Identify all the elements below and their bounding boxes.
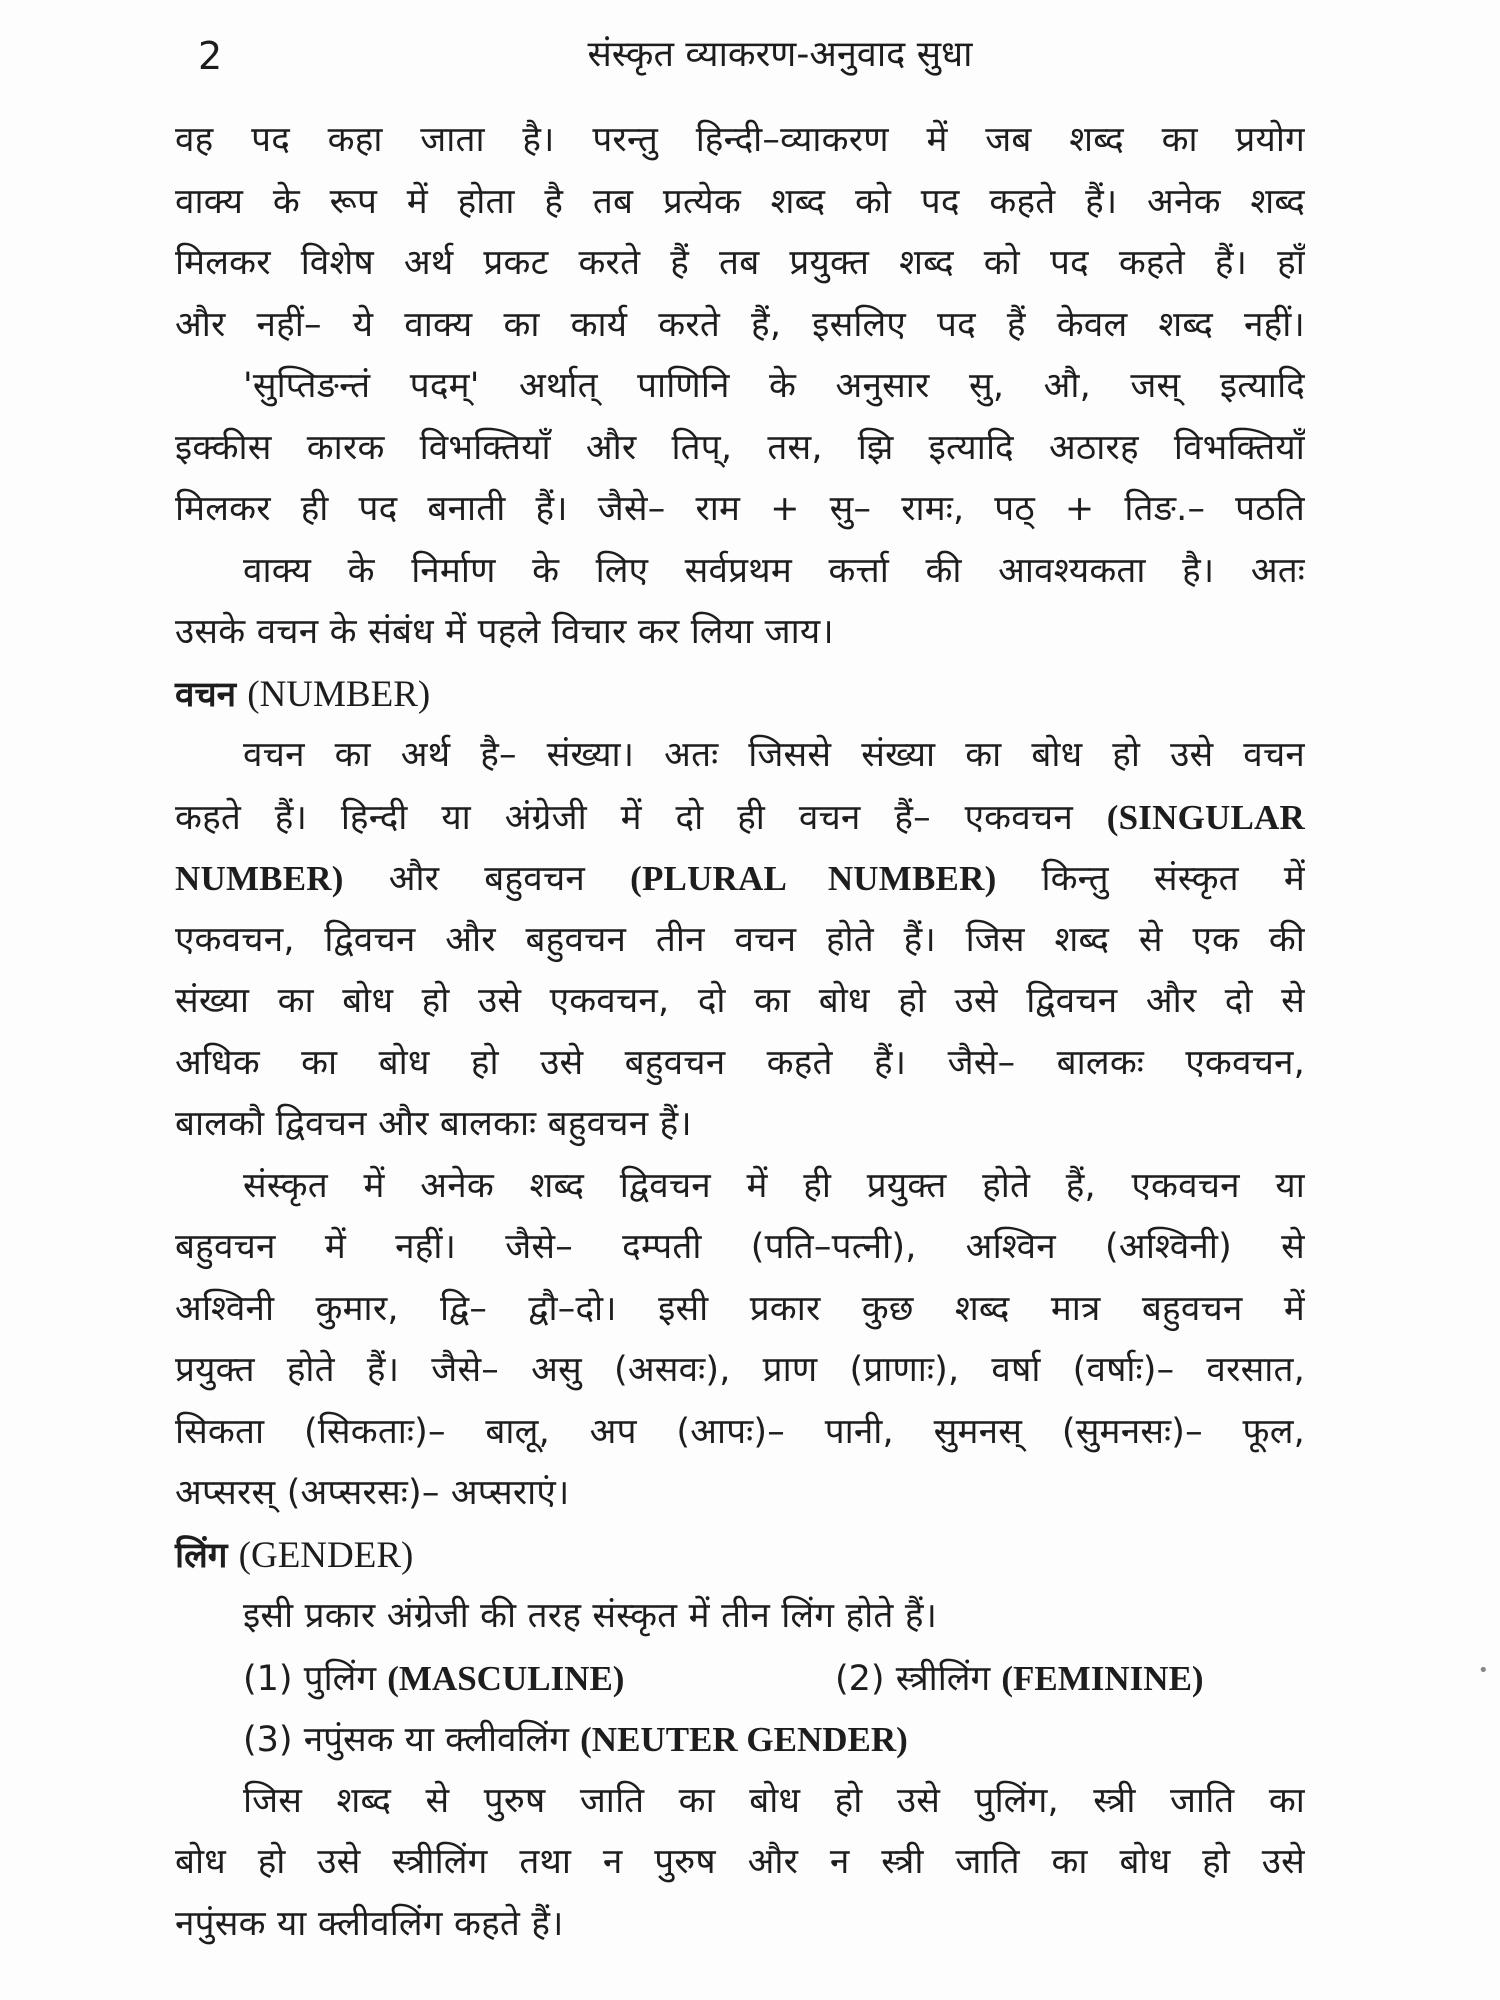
page-number: 2 — [198, 34, 223, 78]
text-line: मिलकर विशेष अर्थ प्रकट करते हैं तब प्रयुक्त शब्द को पद कहते हैं। हाँ — [175, 243, 1305, 283]
text-line: एकवचन, द्विवचन और बहुवचन तीन वचन होते हैं। जिस शब्द से एक की — [175, 919, 1305, 960]
text-span: (2) स्त्रीलिंग — [835, 1658, 991, 1699]
text-line: उसके वचन के संबंध में पहले विचार कर लिया जाय। — [175, 612, 834, 652]
heading-hindi: लिंग — [175, 1535, 228, 1576]
gender-list-row — [175, 1709, 1305, 1771]
page-content — [175, 110, 1305, 1955]
text-line: वाक्य के निर्माण के लिए सर्वप्रथम कर्त्ता की आवश्यकता है। अतः — [243, 550, 1305, 591]
text-line: संख्या का बोध हो उसे एकवचन, दो का बोध हो उसे द्विवचन और दो से — [175, 981, 1305, 1021]
text-line: मिलकर ही पद बनाती हैं। जैसे– राम + सु– रामः, पठ् + तिङ.– पठति — [175, 489, 1305, 529]
text-line: संस्कृत में अनेक शब्द द्विवचन में ही प्रयुक्त होते हैं, एकवचन या — [243, 1165, 1305, 1206]
text-line — [175, 787, 1305, 849]
text-span: (1) पुलिंग — [243, 1658, 377, 1699]
english-term: (FEMININE) — [1001, 1658, 1204, 1698]
text-span: (3) नपुंसक या क्लीवलिंग — [243, 1720, 569, 1760]
text-line: वचन का अर्थ है– संख्या। अतः जिससे संख्या का बोध हो उसे वचन — [243, 735, 1305, 775]
heading-english: (GENDER) — [238, 1534, 414, 1576]
heading-hindi: वचन — [175, 674, 237, 715]
text-line: अधिक का बोध हो उसे बहुवचन कहते हैं। जैसे– बालकः एकवचन, — [175, 1042, 1305, 1083]
text-line: अश्विनी कुमार, द्वि– द्वौ–दो। इसी प्रकार कुछ शब्द मात्र बहुवचन में — [175, 1288, 1305, 1329]
text-span: किन्तु संस्कृत में — [1041, 859, 1305, 899]
print-speck: • — [1478, 1660, 1489, 1681]
gender-item-feminine — [835, 1648, 1204, 1711]
text-line: और नहीं– ये वाक्य का कार्य करते हैं, इसलिए पद हैं केवल शब्द नहीं। — [175, 304, 1305, 345]
text-line: बहुवचन में नहीं। जैसे– दम्पती (पति–पत्नी), अश्विन (अश्विनी) से — [175, 1227, 1305, 1267]
english-term: (PLURAL NUMBER) — [630, 859, 997, 898]
heading-english: (NUMBER) — [247, 673, 431, 715]
running-title: संस्कृत व्याकरण-अनुवाद सुधा — [587, 34, 973, 75]
section-heading-number — [175, 664, 1305, 726]
text-line — [175, 848, 1305, 910]
text-line: सिकता (सिकताः)– बालू, अप (आपः)– पानी, सुमनस् (सुमनसः)– फूल, — [175, 1411, 1305, 1452]
text-line: इक्कीस कारक विभक्तियाँ और तिप्, तस, झि इत्यादि अठारह विभक्तियाँ — [175, 427, 1305, 468]
english-term: (NEUTER GENDER) — [580, 1720, 908, 1759]
gender-item-neuter — [243, 1720, 908, 1760]
text-line: 'सुप्तिङन्तं पदम्' अर्थात् पाणिनि के अनुसार सु, औ, जस् इत्यादि — [243, 366, 1305, 406]
gender-item-masculine — [243, 1659, 624, 1699]
text-span: और बहुवचन — [388, 859, 585, 899]
text-line: बालकौ द्विवचन और बालकाः बहुवचन हैं। — [175, 1104, 692, 1144]
section-heading-gender — [175, 1525, 1305, 1587]
text-line: नपुंसक या क्लीवलिंग कहते हैं। — [175, 1903, 564, 1944]
english-term: NUMBER) — [175, 859, 344, 898]
text-span: कहते हैं। हिन्दी या अंग्रेजी में दो ही वचन हैं– एकवचन — [175, 797, 1073, 838]
text-line: वह पद कहा जाता है। परन्तु हिन्दी–व्याकरण में जब शब्द का प्रयोग — [175, 120, 1305, 160]
text-line: अप्सरस् (अप्सरसः)– अप्सराएं। — [175, 1473, 570, 1513]
text-line: जिस शब्द से पुरुष जाति का बोध हो उसे पुलिंग, स्त्री जाति का — [243, 1780, 1305, 1821]
page-header — [0, 28, 1500, 88]
english-term: (MASCULINE) — [387, 1658, 625, 1698]
english-term: (SINGULAR — [1106, 797, 1305, 837]
text-line: बोध हो उसे स्त्रीलिंग तथा न पुरुष और न स्त्री जाति का बोध हो उसे — [175, 1842, 1305, 1882]
text-line: वाक्य के रूप में होता है तब प्रत्येक शब्द को पद कहते हैं। अनेक शब्द — [175, 181, 1305, 222]
text-line: इसी प्रकार अंग्रेजी की तरह संस्कृत में तीन लिंग होते हैं। — [243, 1596, 938, 1636]
text-line: प्रयुक्त होते हैं। जैसे– असु (असवः), प्राण (प्राणाः), वर्षा (वर्षाः)– वरसात, — [175, 1350, 1305, 1390]
gender-list-row — [175, 1648, 1305, 1710]
